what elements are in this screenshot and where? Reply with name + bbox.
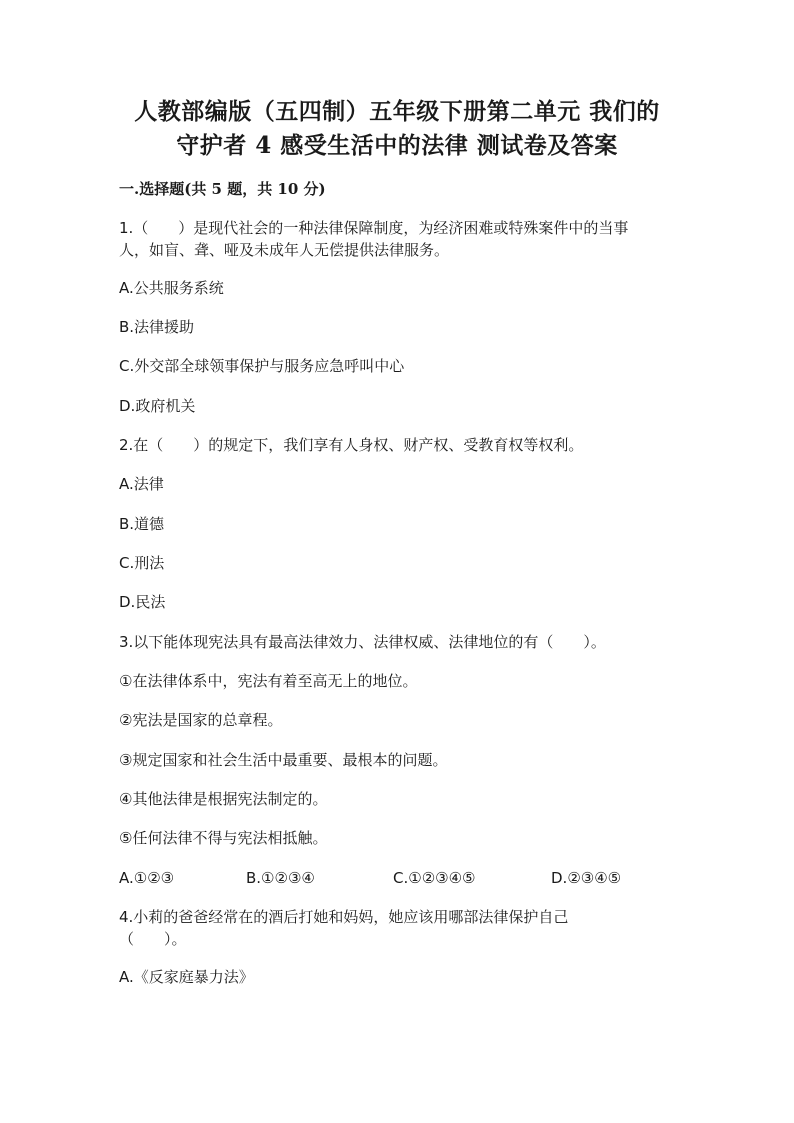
q1-option-c: C.外交部全球领事保护与服务应急呼叫中心 — [119, 357, 405, 375]
document-title-line-2: 守护者 4 感受生活中的法律 测试卷及答案 — [176, 132, 618, 159]
q3-option-d: D.②③④⑤ — [551, 869, 622, 887]
q4-option-a: A.《反家庭暴力法》 — [119, 968, 254, 986]
section-heading: 一.选择题(共 5 题，共 10 分) — [119, 180, 326, 198]
q2-option-a: A.法律 — [119, 475, 164, 493]
q1-option-a: A.公共服务系统 — [119, 279, 224, 297]
q3-statement-1: ①在法律体系中，宪法有着至高无上的地位。 — [119, 672, 418, 690]
q3-statement-4: ④其他法律是根据宪法制定的。 — [119, 790, 328, 808]
q3-statement-2: ②宪法是国家的总章程。 — [119, 711, 283, 729]
q1-stem-line-1: 1.（ ）是现代社会的一种法律保障制度，为经济困难或特殊案件中的当事 — [119, 219, 629, 237]
q2-option-c: C.刑法 — [119, 554, 165, 572]
q4-stem-line-1: 4.小莉的爸爸经常在的酒后打她和妈妈，她应该用哪部法律保护自己 — [119, 908, 569, 926]
document-title-line-1: 人教部编版（五四制）五年级下册第二单元 我们的 — [134, 98, 660, 125]
q1-stem-line-2: 人，如盲、聋、哑及未成年人无偿提供法律服务。 — [119, 241, 450, 259]
q3-statement-3: ③规定国家和社会生活中最重要、最根本的问题。 — [119, 751, 448, 769]
q3-statement-5: ⑤任何法律不得与宪法相抵触。 — [119, 829, 328, 847]
q3-option-b: B.①②③④ — [246, 869, 315, 887]
q2-option-b: B.道德 — [119, 515, 165, 533]
q3-option-a: A.①②③ — [119, 869, 175, 887]
q1-option-d: D.政府机关 — [119, 397, 196, 415]
q3-option-c: C.①②③④⑤ — [393, 869, 476, 887]
q2-stem: 2.在（ ）的规定下，我们享有人身权、财产权、受教育权等权利。 — [119, 436, 584, 454]
q2-option-d: D.民法 — [119, 593, 166, 611]
q1-option-b: B.法律援助 — [119, 318, 195, 336]
q4-stem-line-2: （ ）。 — [119, 930, 187, 948]
q3-stem: 3.以下能体现宪法具有最高法律效力、法律权威、法律地位的有（ ）。 — [119, 633, 606, 651]
